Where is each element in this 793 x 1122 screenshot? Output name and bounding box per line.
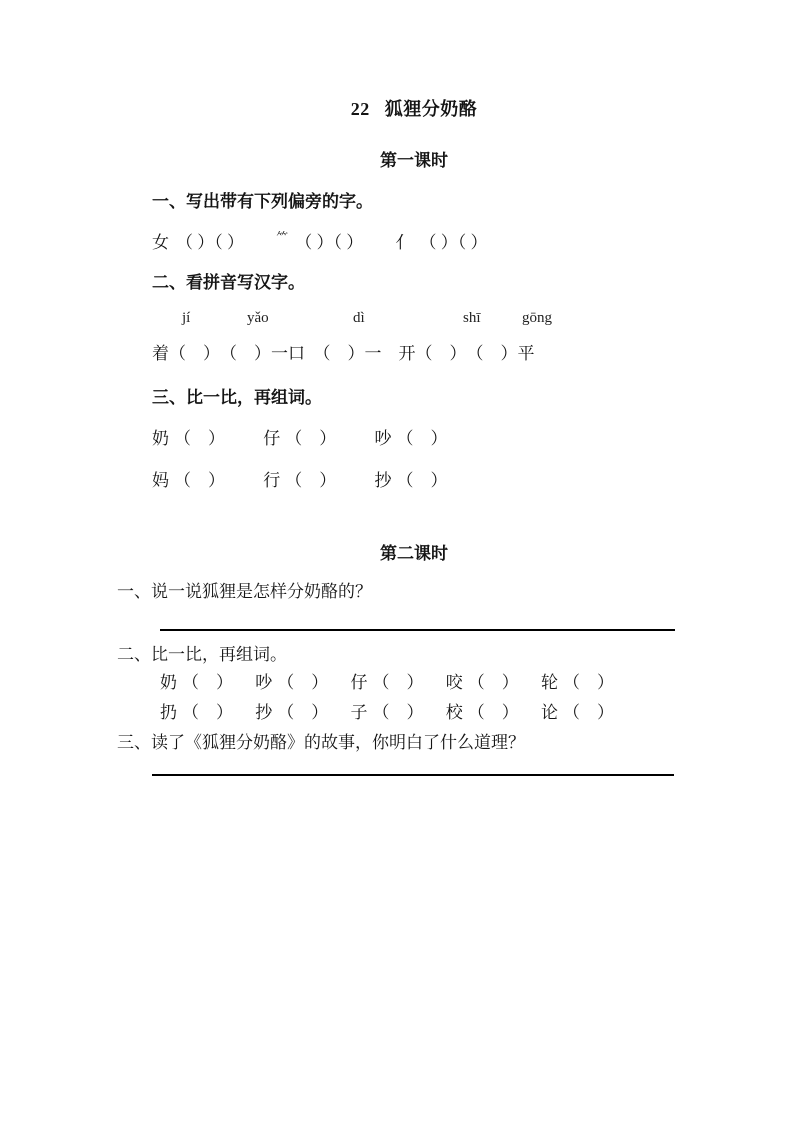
radical-item [152, 233, 244, 252]
word-blank: （ ） [563, 703, 614, 722]
word-blank: （ ） [467, 703, 519, 722]
word-blank: （ ） [182, 703, 233, 722]
word-char: 奶 [152, 429, 169, 448]
word-item [541, 673, 614, 692]
word-char: 子 [350, 703, 368, 722]
word-char: 抄 [255, 703, 273, 722]
pinyin-shi: shī [463, 310, 481, 326]
word-item [160, 673, 233, 692]
s1-word-row-1 [152, 428, 482, 449]
hanzi-fill-line: 着（ ） （ ）一口 （ ）一 开（ ） （ ）平 [152, 344, 535, 363]
word-blank: （ ） [174, 429, 225, 448]
s1-q3-label: 三、比一比，再组词。 [152, 388, 322, 407]
word-blank: （ ） [467, 673, 519, 692]
pinyin-di: dì [353, 310, 365, 326]
word-char: 仔 [350, 673, 368, 692]
word-char: 轮 [541, 673, 558, 692]
s2-q3-label: 三、读了《狐狸分奶酪》的故事，你明白了什么道理？ [117, 733, 525, 752]
s1-q1-label: 一、写出带有下列偏旁的字。 [152, 192, 373, 211]
word-char: 扔 [160, 703, 177, 722]
word-item [351, 703, 424, 722]
word-char: 妈 [152, 471, 169, 490]
radical-item [276, 230, 364, 252]
answer-line-1 [160, 629, 675, 631]
pinyin-yao: yǎo [247, 310, 269, 326]
word-item [160, 703, 233, 722]
radical-blanks: （ ）（ ） [176, 233, 244, 252]
word-blank: （ ） [285, 471, 337, 490]
word-item [446, 703, 519, 722]
word-blank: （ ） [174, 471, 225, 490]
word-item [152, 429, 225, 448]
pinyin-ji: jí [182, 310, 191, 326]
s1-q2-label: 二、看拼音写汉字。 [152, 273, 305, 292]
radical-blanks: （ ）（ ） [419, 233, 488, 252]
s2-q1-label: 一、说一说狐狸是怎样分奶酪的？ [117, 582, 372, 601]
word-item [263, 471, 336, 490]
word-blank: （ ） [285, 429, 337, 448]
answer-line-2 [152, 774, 674, 776]
session2-heading: 第二课时 [380, 544, 448, 563]
lesson-number: 22 [350, 99, 370, 119]
word-item [255, 673, 328, 692]
radical-female: 女 [152, 233, 169, 252]
word-blank: （ ） [182, 673, 233, 692]
radical-line [152, 230, 516, 253]
word-char: 吵 [374, 429, 392, 448]
word-char: 行 [263, 471, 281, 490]
lesson-title-text: 狐狸分奶酪 [384, 99, 478, 119]
word-item [263, 429, 336, 448]
word-item [375, 429, 448, 448]
radical-bamboo: ⺮ [276, 230, 289, 244]
word-char: 抄 [374, 471, 392, 490]
word-blank: （ ） [563, 673, 614, 692]
s2-word-row-1 [160, 672, 632, 693]
word-item [255, 703, 328, 722]
word-char: 论 [541, 703, 558, 722]
word-blank: （ ） [396, 471, 448, 490]
page-title [351, 98, 478, 121]
word-char: 咬 [445, 673, 463, 692]
s2-word-row-2 [160, 702, 632, 723]
word-char: 仔 [263, 429, 281, 448]
pinyin-gong: gōng [522, 310, 552, 326]
radical-blanks: （ ）（ ） [295, 233, 364, 252]
session1-heading: 第一课时 [380, 151, 448, 170]
s2-q2-label: 二、比一比，再组词。 [117, 645, 287, 664]
radical-item [396, 233, 488, 252]
word-blank: （ ） [372, 673, 424, 692]
word-item [152, 471, 225, 490]
word-item [351, 673, 424, 692]
word-blank: （ ） [277, 703, 329, 722]
word-item [446, 673, 519, 692]
word-item [375, 471, 448, 490]
word-blank: （ ） [396, 429, 448, 448]
word-char: 校 [445, 703, 463, 722]
word-blank: （ ） [372, 703, 424, 722]
s1-word-row-2 [152, 470, 482, 491]
word-char: 奶 [160, 673, 177, 692]
word-char: 吵 [255, 673, 273, 692]
word-item [541, 703, 614, 722]
radical-person: 亻 [395, 233, 413, 252]
word-blank: （ ） [277, 673, 329, 692]
